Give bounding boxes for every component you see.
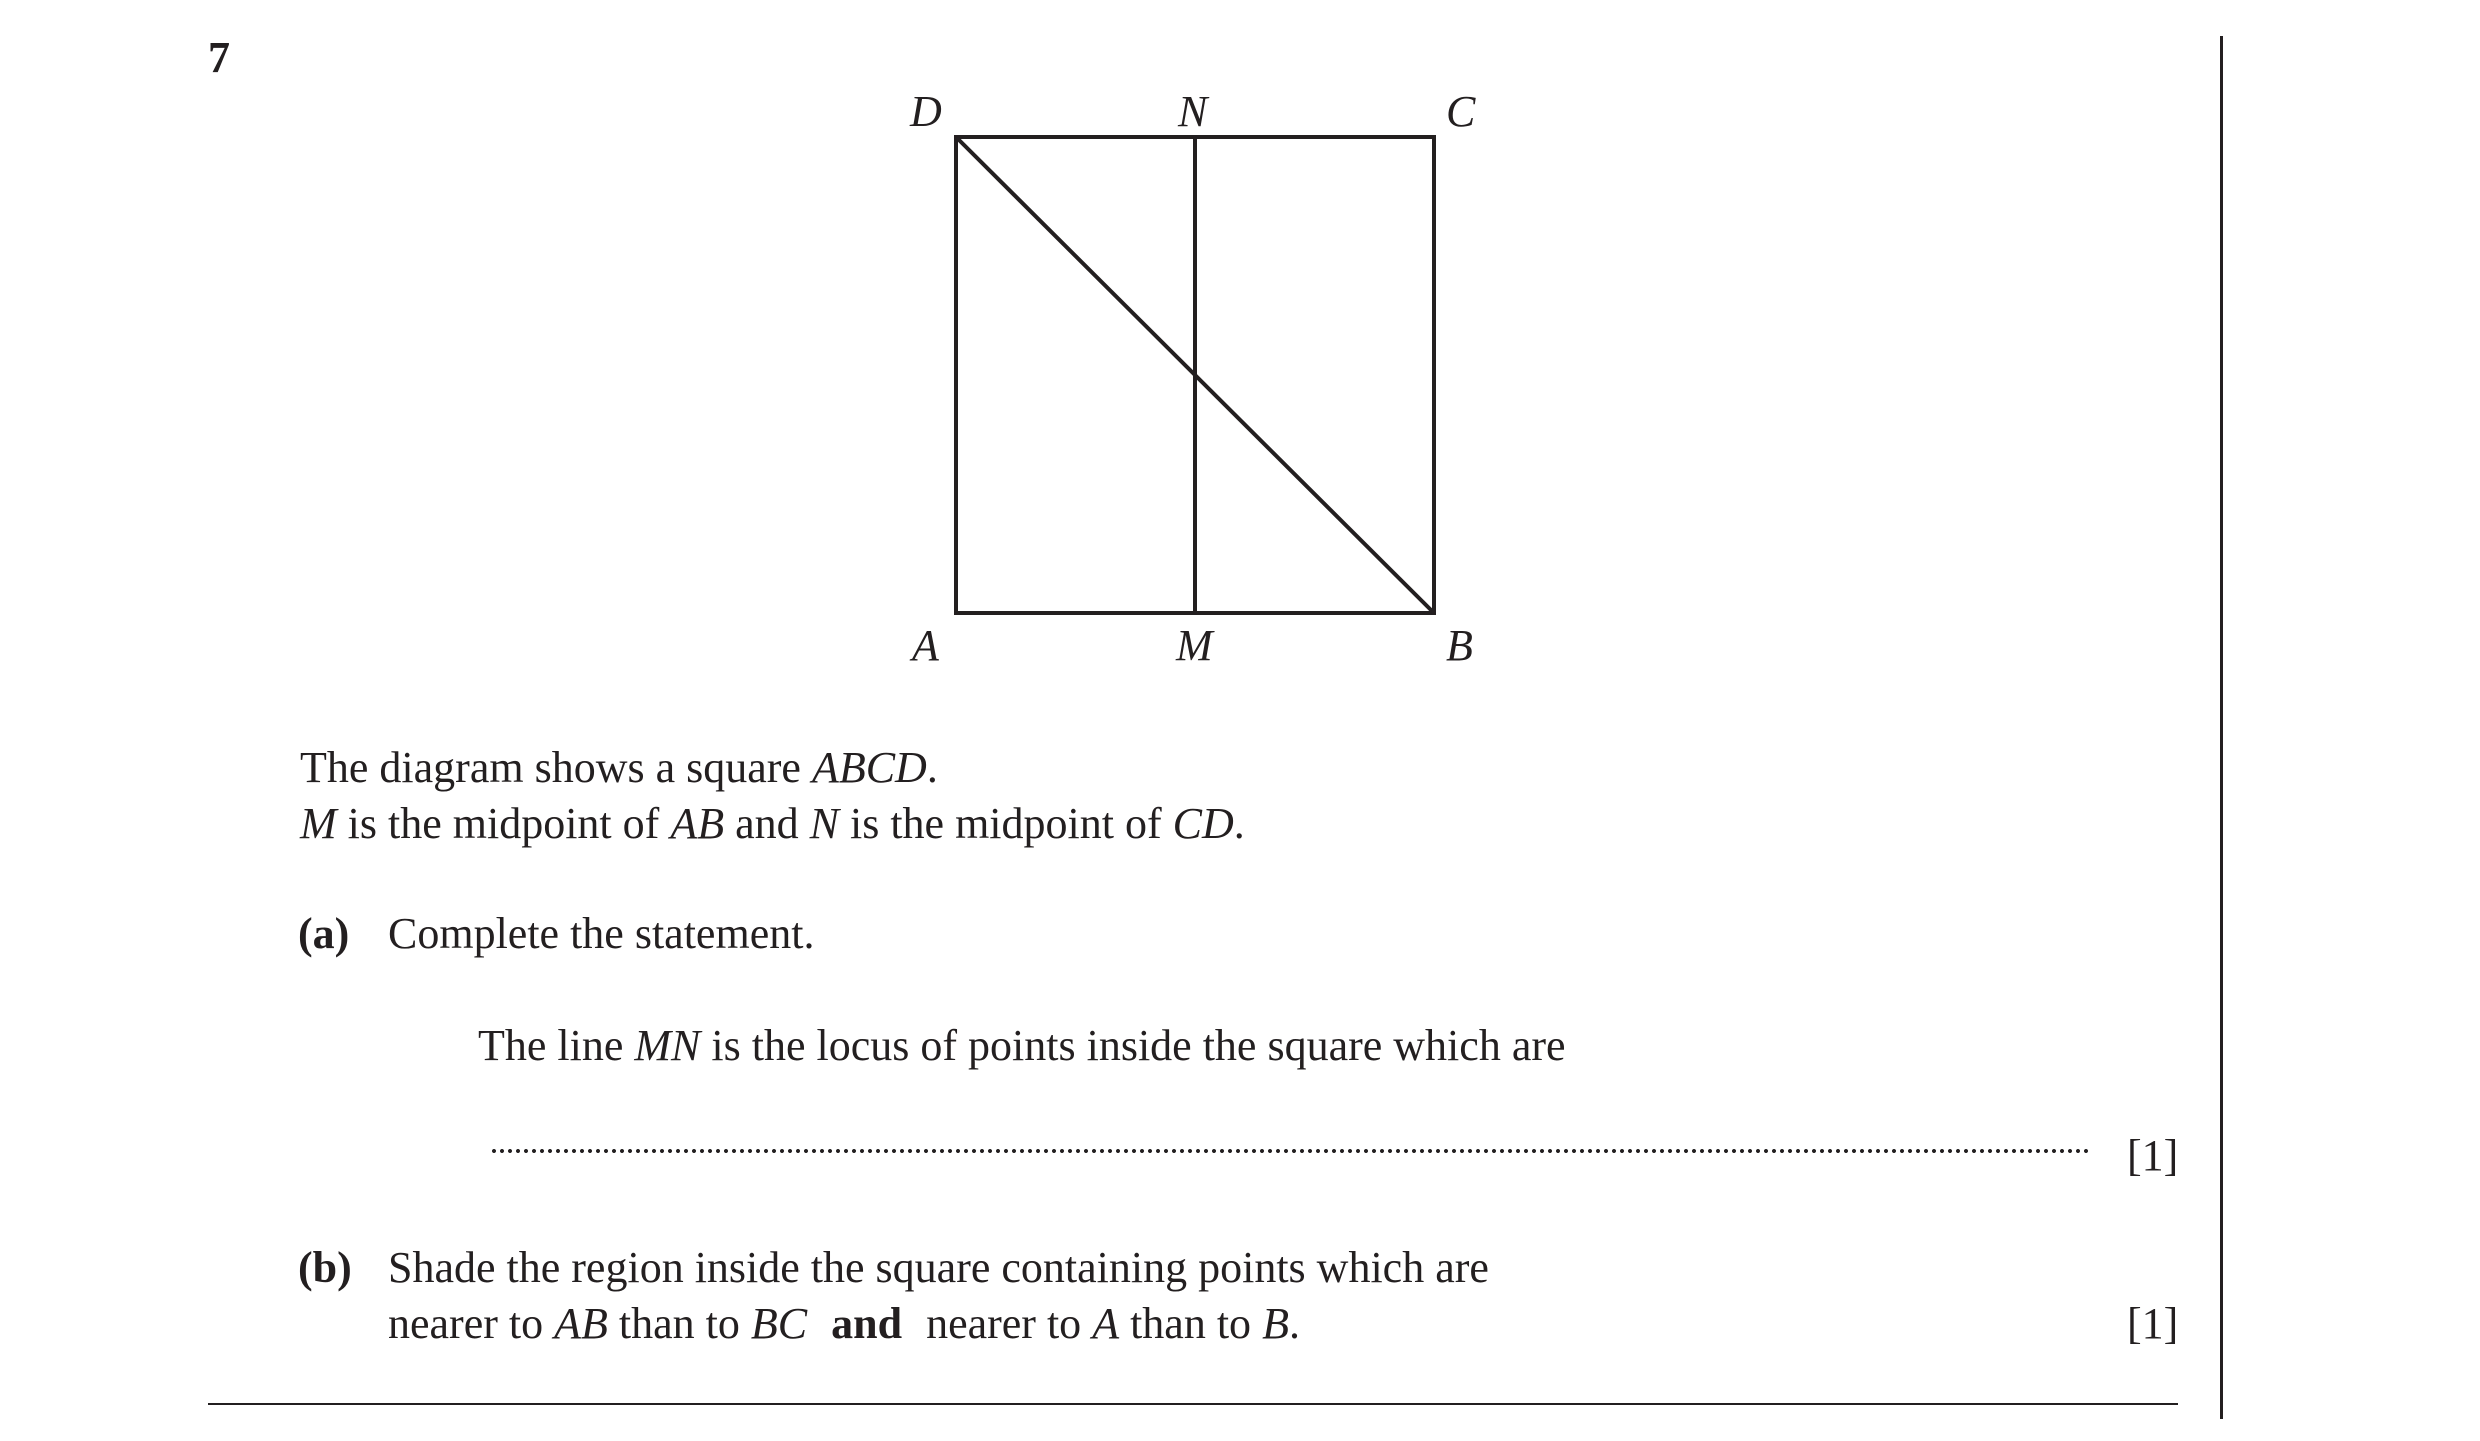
part-b-line-1: Shade the region inside the square containing points which are [388, 1243, 1489, 1292]
intro-line-2: M is the midpoint of AB and N is the midpoint of CD. [300, 799, 1245, 848]
and-emphasis: and [831, 1299, 903, 1348]
part-b-line-2: nearer to AB than to BC and nearer to A than to B. [388, 1299, 1300, 1348]
bottom-rule [208, 1403, 2178, 1405]
vertex-label-d: D [910, 87, 942, 136]
part-b-label: (b) [298, 1243, 352, 1292]
vertex-label-m: M [1176, 621, 1213, 670]
part-a-statement: The line MN is the locus of points inside the square which are [478, 1021, 1566, 1070]
vertex-label-c: C [1446, 87, 1476, 136]
part-a-label: (a) [298, 909, 350, 958]
square-diagram [0, 0, 2480, 720]
intro-line-1: The diagram shows a square ABCD. [300, 743, 938, 792]
part-b-marks: [1] [2127, 1299, 2179, 1348]
answer-line[interactable] [490, 1148, 2092, 1154]
part-a-instruction: Complete the statement. [388, 909, 815, 958]
question-number: 7 [208, 33, 230, 82]
vertex-label-a: A [912, 621, 939, 670]
vertex-label-b: B [1446, 621, 1473, 670]
part-a-marks: [1] [2127, 1131, 2179, 1180]
vertex-label-n: N [1178, 87, 1208, 136]
